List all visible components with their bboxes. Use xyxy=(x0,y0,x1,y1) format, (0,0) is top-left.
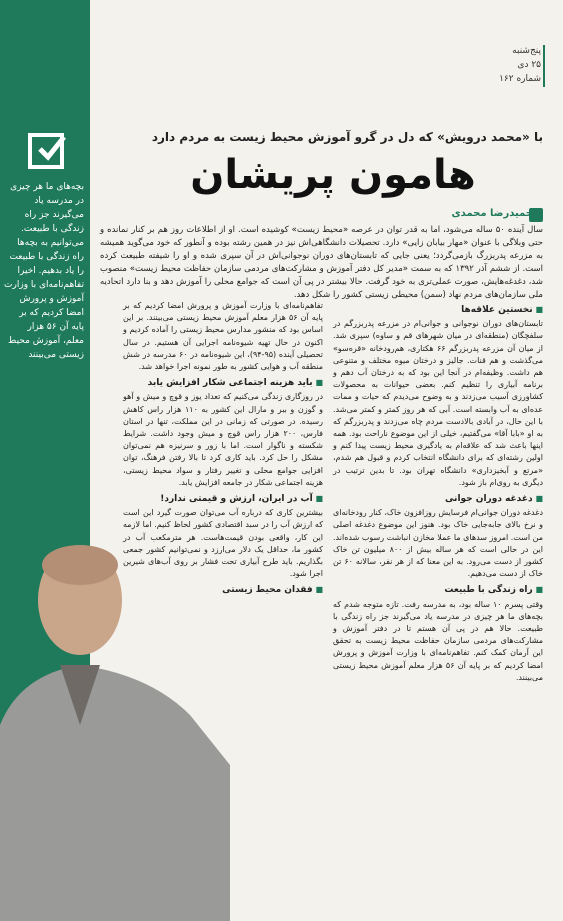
section-text: دغدغه دوران جوانی‌ام فرسایش روزافزون خاک، کنار رودخانه‌ای و نرخ بالای جابه‌جایی خاک بود. هنوز این موضوع دغدغه اصلی من است. امروز سدهای ما عملا مخازن انباشت رسوب شده‌اند. این در حالی است که هر ساله بیش از ۸۰۰ میلیون تن خاک کشور از دست می‌رود. به این معنا که از هر نفر، سالانه ۶۰ تن خاک از دست می‌دهیم. xyxy=(333,508,544,579)
section-heading: ■ دغدغه دوران جوانی xyxy=(333,493,543,505)
issue-day: پنج‌شنبه xyxy=(512,46,541,56)
section-text: وقتی پسرم ۱۰ ساله بود، به مدرسه رفت. تازه متوجه شدم که بچه‌های ما هر چیزی در مدرسه یاد می‌گیرند جز راه زندگی با طبیعت. حالا هم در پی آن هستم تا در دفتر آموزش و مشارکت‌های مردمی سازمان حفاظت محیط زیست به تحقق این آرمان کمک کنم. تفاهم‌نامه‌ای با وزارت آموزش و پرورش امضا کردیم که بر پایه آن ۵۶ هزار معلم آموزش محیط زیستی می‌بینند. xyxy=(333,599,544,682)
meta-divider xyxy=(543,45,545,87)
byline: حمیدرضا محمدی xyxy=(451,208,533,219)
section-heading: ■ آب در ایران، ارزش و قیمتی ندارد! xyxy=(123,493,323,505)
issue-date: ۲۵ دی xyxy=(517,60,541,70)
section-text: بیشترین کاری که درباره آب می‌توان صورت گیرد این است که ارزش آب را در سبد اقتصادی کشور لحاظ کنیم. اما لازمه این کار، واقعی بودن قیمت‌هاست. هر مترمکعب آب در کشور ما، حداقل یک دلار می‌ارزد و نمی‌توانیم کشور جمعی بگذاریم. باید طرح آبیاری تحت فشار بر روی آب‌های شیرین اجرا شود. xyxy=(123,508,323,579)
portrait-photo xyxy=(0,525,230,921)
headline: هامون پریشان xyxy=(190,152,476,198)
section-text: تابستان‌های دوران نوجوانی و جوانی‌ام در مزرعه پدربزرگم در سلفچگان (منطقه‌ای در میان شهرهای قم و ساوه) سپری شد. از میان آن مزرعه پدربزرگم ۶۶ هکتاری، هم‌رودخانه «قره‌سو» می‌گذشت و هم قنات. جالیز و درختان میوه مختلف و متنوعی هم داشت. وظیفه‌ام در آنجا این بود که به درختان آب دهم و برنامه آبیاری را تنظیم کنم. بعضی حیوانات به محصولات کشاورزی آسیب می‌زدند و به وضوح می‌دیدم که حیات و ممات عده‌ای به آب وابسته است. آبی که هر روز کمتر و کمتر می‌شد. با این حال، در آبادی بالادست مردم چاه می‌زدند و پدربزرگم که به او «بابا آقا» می‌گفتیم، خیلی از این موضوع ناراحت بود. همه اینها باعث شد که علاقه‌ام به یادگیری محیط زیست پیدا کنم و اولین رشته‌ای که برای دانشگاه انتخاب کردم و قبول هم شدم، «مرتع و آبخیزداری» دانشگاه تهران بود. تا بدین ترتیب در دیگری به روی‌ام باز شود. xyxy=(333,319,543,487)
issue-number: شماره ۱۶۲ xyxy=(499,74,541,84)
lead-paragraph: سال آینده ۵۰ ساله می‌شود، اما به قدر توان در عرصه «محیط زیست» کوشیده است. او از اطلاعات روز هم بر کنار نمانده و حتی وبلاگی با عنوان «مهار بیابان زایی» دارد. تحصیلات دانشگاهی‌اش نیز در همین رشته بوده و آنطور که خود می‌گوید همیشه به مزرعه پدربزرگ بازمی‌گردد؛ یعنی جایی که تابستان‌های دوران نوجوانی‌اش در آن سپری شده و او را شیفته طبیعت کرده است. از ششم آذر ۱۳۹۲ که به سمت «مدیر کل دفتر آموزش و مشارکت‌های مردمی سازمان حفاظت محیط زیست» منصوب شد، دغدغه‌هایش، صورت عملی‌تری به خود گرفت. حالا بیشتر در پی آن است که جوامع محلی را آموزش دهد و بنا دارد اتحادیه ملی سازمان‌های مردم نهاد (سمن) محیطی زیستی کشور را شکل دهد. xyxy=(100,225,544,300)
section-heading: ■ باید هزینه اجتماعی شکار افزایش یابد xyxy=(123,377,323,389)
section-heading: ■ راه زندگی با طبیعت xyxy=(333,584,543,596)
right-column xyxy=(333,300,543,688)
kicker: با «محمد درویش» که دل در گرو آموزش محیط زیست به مردم دارد xyxy=(151,130,543,144)
checkmark-icon xyxy=(28,133,64,169)
section-text: در روزگاری زندگی می‌کنیم که تعداد یوز و قوچ و میش و آهو و گوزن و ببر و مارال این کشور به ۱۱۰ هزار راس کاهش رسیده. در صورتی که زمانی در این مملکت، تنها در استان فارس، ۲۰۰ هزار راس قوچ و میش وجود داشت. شرایط شکسته و ناگوار است. اما با زور و سرنیزه هم نمی‌توان مشکل را حل کرد. باید کاری کرد تا بالا رفتن فرهنگ، توان افزایی جوامع محلی و تغییر رفتار و سواد محیط زیستی، هزینه اجتماعی شکار در جامعه افزایش یابد. xyxy=(123,392,323,487)
section-heading: ■ فقدان محیط زیستی xyxy=(123,584,323,596)
sidebar-quote: بچه‌های ما هر چیزی در مدرسه یاد می‌گیرند جز راه زندگی با طبیعت. می‌توانیم به بچه‌ها راه زندگی با طبیعت را یاد بدهیم. اخیرا تفاهم‌نامه‌ای با وزارت آموزش و پرورش امضا کردیم که بر پایه آن ۵۶ هزار معلم، آموزش محیط زیستی می‌بینند xyxy=(4,182,84,360)
section-heading: ■ نخستین علاقه‌ها xyxy=(333,304,543,316)
issue-meta xyxy=(499,44,541,86)
section-text: تفاهم‌نامه‌ای با وزارت آموزش و پرورش امضا کردیم که بر پایه آن ۵۶ هزار معلم آموزش محیط زیستی می‌بینند. بر این اساس بود که منشور مدارس محیط زیستی را آماده کردیم و اکنون در حال تهیه شیوه‌نامه اجرایی آن هستیم. در سال تحصیلی آینده (۹۵-۹۴)، این شیوه‌نامه در ۶۰ مدرسه در شش منطقه آب و هوایی کشور به طور نمونه اجرا خواهد شد. xyxy=(123,301,323,372)
